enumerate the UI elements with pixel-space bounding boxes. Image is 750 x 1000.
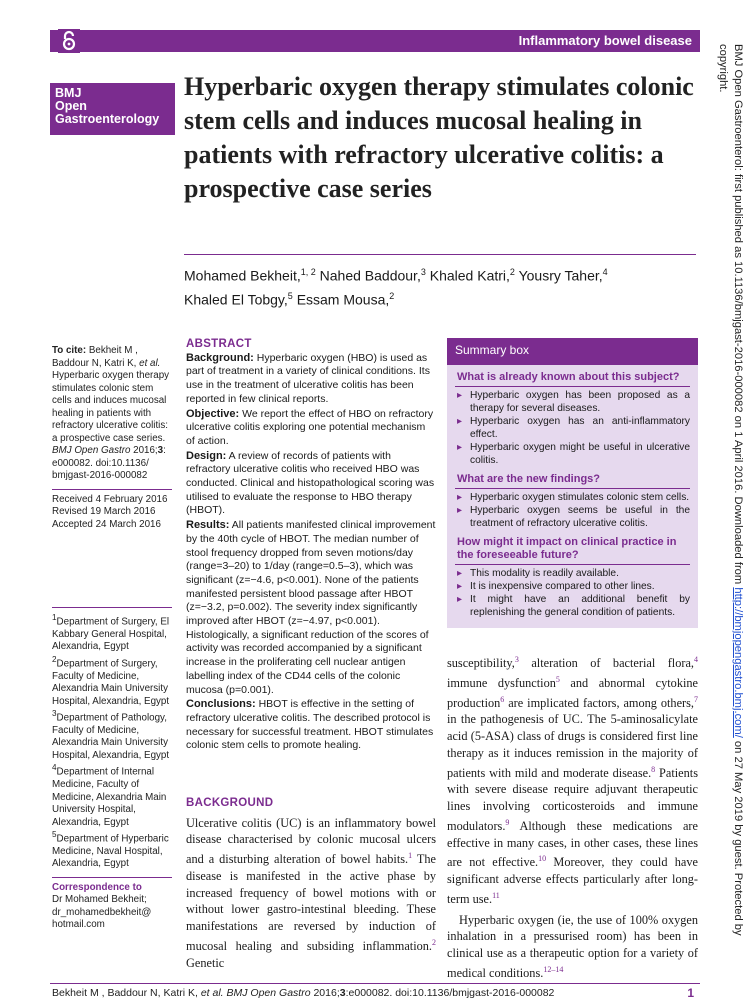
- text: HBOT is effective in the setting of refractory ulcerative colitis. The described protocol is necessary for successful treatment. HBOT stimulates colonic stem cells to promote healing.: [186, 698, 434, 752]
- text: Ulcerative colitis (UC) is an inflammatory bowel disease characterised by colonic mucosal ulcers and a disturbing alteration of bowel habits.: [186, 815, 436, 867]
- correspondence-email[interactable]: dr_mohamedbekheit@ hotmail.com: [52, 906, 152, 931]
- reference-link[interactable]: 1: [408, 851, 413, 861]
- reference-link[interactable]: 12–14: [543, 964, 564, 974]
- text: A review of records of patients with refractory ulcerative colitis who received HBO was conducted. Clinical and histopathological scoring was utilised to evaluate the response to HBO therapy (HBOT).: [186, 449, 435, 517]
- download-stamp: [709, 44, 745, 984]
- summary-list: [447, 567, 698, 619]
- reference-link[interactable]: 4: [694, 655, 698, 664]
- summary-item: ▸ Hyperbaric oxygen stimulates colonic stem cells.: [457, 491, 690, 504]
- text: Hyperbaric oxygen (HBO) is used as part of treatment in a variety of clinical conditions. Its use in the treatment of ulcerative colitis has been reported in few clinical reports.: [186, 351, 430, 405]
- received-date: Received 4 February 2016: [52, 493, 168, 505]
- author-affil: 4: [602, 267, 608, 277]
- summary-item: ▸ Hyperbaric oxygen has an anti-inflammatory effect.: [457, 415, 690, 441]
- summary-item: ▸ It might have an additional benefit by replenishing the general condition of patients.: [457, 593, 690, 619]
- cite-volume: 3: [157, 445, 164, 456]
- text: susceptibility,: [447, 656, 515, 671]
- text: All patients manifested clinical improvement by the 40th cycle of HBOT. The median number of stool frequency dropped from seven motions/day (range=3–20) to 1/day (range=0.5–3), which was significant (z=−4.6, p<0.001). None of the patients manifested persistent blood passage after HBOT (z=−3.2, p=0.002). The severity index significantly improved after HBOT (z=−4.97, p<0.001). Histologically, a significant reduction of the scores of activity was recorded accompanied by a significant increase in the proliferating cell nuclear antigen labelling index of the CD44 cells of the colonic mucosa (p=0.001).: [186, 519, 436, 696]
- abstract-heading: ABSTRACT: [186, 338, 252, 350]
- summary-item: ▸ Hyperbaric oxygen has been proposed as a therapy for several diseases.: [457, 389, 690, 415]
- reference-link[interactable]: 2: [432, 937, 436, 947]
- affil-number: 4: [52, 763, 57, 773]
- text: are implicated factors, among others,: [504, 695, 694, 710]
- author-affil: 2: [509, 267, 515, 277]
- open-access-icon: [58, 29, 80, 53]
- journal-logo[interactable]: [50, 83, 175, 135]
- correspondence-name: Dr Mohamed Bekheit;: [52, 894, 147, 906]
- logo-line-3: Gastroenterology: [55, 112, 160, 126]
- divider: [455, 386, 690, 387]
- footer-journal: et al. BMJ Open Gastro: [200, 987, 311, 999]
- author-affil: 3: [420, 267, 426, 277]
- divider: [52, 877, 172, 878]
- footer-volume: 3: [339, 987, 346, 999]
- cite-text: Bekheit M , Baddour N, Katri K,: [52, 345, 140, 369]
- text: Genetic: [186, 955, 225, 970]
- citation-block: [52, 345, 172, 483]
- summary-item: ▸ It is inexpensive compared to other lines.: [457, 580, 690, 593]
- affiliation: [52, 654, 172, 708]
- summary-item: ▸ Hyperbaric oxygen seems be useful in the treatment of refractory ulcerative colitis.: [457, 504, 690, 530]
- cite-doi[interactable]: : e000082. doi:10.1136/ bmjgast-2016-000082: [52, 445, 166, 481]
- affil-number: 1: [52, 613, 57, 622]
- body-paragraph: [186, 815, 436, 972]
- reference-link[interactable]: 10: [538, 854, 547, 864]
- author-affil: 5: [287, 290, 293, 301]
- affil-number: 2: [52, 654, 57, 664]
- summary-item: ▸ This modality is readily available.: [457, 567, 690, 580]
- abstract-objective: [186, 408, 436, 449]
- author-list: [184, 262, 684, 309]
- affil-text: Department of Hyperbaric Medicine, Naval Hospital, Alexandria, Egypt: [52, 833, 169, 870]
- text: Although these medications are effective in many cases, in other cases, these lines are not effective.: [447, 818, 698, 870]
- label: Results:: [186, 519, 230, 532]
- affil-text: Department of Pathology, Faculty of Medicine, Alexandria Main University Hospital, Alexandria, Egypt: [52, 712, 170, 761]
- reference-link[interactable]: 3: [514, 655, 519, 664]
- label: Conclusions:: [186, 698, 256, 711]
- cite-journal: BMJ Open Gastro: [52, 445, 131, 456]
- label: Objective:: [186, 407, 240, 420]
- cite-label: To cite:: [52, 345, 87, 356]
- author-name[interactable]: Mohamed Bekheit,: [184, 267, 301, 284]
- text: immune dysfunction: [447, 675, 556, 690]
- background-section: [186, 795, 436, 971]
- body-paragraph: [447, 652, 698, 908]
- text: and abnormal cytokine production: [447, 675, 698, 710]
- summary-question: How might it impact on clinical practice in the foreseeable future?: [457, 536, 677, 561]
- abstract-results: [186, 519, 436, 697]
- affil-number: 5: [52, 830, 57, 840]
- divider: [455, 488, 690, 489]
- affiliation: [52, 829, 172, 871]
- author-name[interactable]: Yousry Taher,: [518, 267, 603, 284]
- journal-link[interactable]: http://bmjopengastro.bmj.com/: [732, 587, 744, 738]
- summary-item: ▸ Hyperbaric oxygen might be useful in ulcerative colitis.: [457, 441, 690, 467]
- text: alteration of bacterial flora,: [518, 656, 694, 671]
- affil-text: Department of Internal Medicine, Faculty of Medicine, Alexandria Main University Hospital, Alexandria, Egypt: [52, 766, 167, 828]
- article-title: Hyperbaric oxygen therapy stimulates colonic stem cells and induces mucosal healing in patients with refractory ulcerative colitis: a prospective case series: [184, 72, 694, 203]
- divider: [52, 607, 172, 608]
- divider: [455, 564, 690, 565]
- text: Bekheit M , Baddour N, Katri K,: [52, 987, 201, 999]
- affiliation: [52, 762, 172, 829]
- reference-link[interactable]: 5: [555, 674, 560, 684]
- reference-link[interactable]: 7: [694, 694, 698, 704]
- body-paragraph: [447, 912, 698, 982]
- reference-link[interactable]: 8: [651, 764, 656, 774]
- footer-doi[interactable]: :e000082. doi:10.1136/bmjgast-2016-000082: [345, 987, 555, 999]
- cite-text: Hyperbaric oxygen therapy stimulates colonic stem cells and induces mucosal healing in patients with refractory ulcerative colitis: a prospective case series.: [52, 370, 170, 444]
- author-name[interactable]: Khaled El Tobgy,: [184, 291, 288, 308]
- page-number: 1: [687, 986, 694, 1000]
- abstract-background: [186, 352, 436, 407]
- text: Hyperbaric oxygen (ie, the use of 100% oxygen inhalation in a pressurised room) has been in clinical use as a therapeutic option for a variety of medical conditions.: [447, 912, 698, 980]
- reference-link[interactable]: 6: [500, 694, 505, 704]
- summary-list: [447, 491, 698, 530]
- summary-question: What are the new findings?: [457, 473, 601, 485]
- stamp-text-end: on 27 May 2019 by guest. Protected by copyright.: [717, 44, 744, 936]
- text: Moreover, they could have significant adverse effects particularly after long-term use.: [447, 855, 698, 906]
- affil-text: Department of Surgery, El Kabbary General Hospital, Alexandria, Egypt: [52, 616, 170, 653]
- author-name[interactable]: Khaled Katri,: [429, 267, 510, 284]
- revised-date: Revised 19 March 2016: [52, 506, 156, 517]
- text: in the pathogenesis of UC. The 5-aminosalicylate acid (5-ASA) class of drugs is considered first line therapy as it induces remission in the majority of patients with mild and moderate disease.: [447, 712, 698, 780]
- correspondence-label: Correspondence to: [52, 881, 142, 893]
- affiliation: [52, 708, 172, 762]
- summary-heading: Summary box: [447, 338, 698, 365]
- reference-link[interactable]: 11: [492, 890, 500, 900]
- title-divider: [184, 254, 696, 255]
- text: Patients with severe disease require adjuvant therapeutic lines involving corticosteroids and immune modulators.: [447, 765, 698, 833]
- cite-text: 2016;: [130, 445, 158, 456]
- article-info-column: [52, 345, 172, 932]
- author-name[interactable]: Nahed Baddour,: [319, 267, 421, 284]
- accepted-date: Accepted 24 March 2016: [52, 518, 161, 530]
- affiliation: [52, 612, 172, 654]
- author-affil: 2: [389, 290, 395, 301]
- text: The disease is manifested in the active phase by increased frequency of bowel motions with or without lower gastro-intestinal bleeding. These manifestations are reversed by induction of mucosal healing and subsiding inflammation.: [186, 852, 436, 953]
- summary-question: What is already known about this subject?: [457, 371, 680, 383]
- section-tag: Inflammatory bowel disease: [518, 33, 692, 48]
- cite-etal: et al.: [139, 357, 161, 369]
- logo-line-1: BMJ: [55, 86, 82, 100]
- logo-line-2: Open: [55, 99, 87, 113]
- divider: [52, 489, 172, 490]
- footer-divider: [50, 983, 700, 984]
- abstract: [186, 338, 436, 754]
- background-heading: BACKGROUND: [186, 797, 274, 809]
- body-column-right: [447, 652, 698, 981]
- text: 2016;: [310, 987, 340, 999]
- stamp-text: BMJ Open Gastroenterol: first published as 10.1136/bmjgast-2016-000082 on 1 April 2016. Downloaded from: [732, 44, 744, 588]
- affil-number: 3: [52, 709, 57, 719]
- label: Background:: [186, 351, 254, 364]
- footer-citation: [52, 987, 554, 999]
- abstract-design: [186, 450, 436, 519]
- summary-list: [447, 389, 698, 467]
- label: Design:: [186, 449, 227, 462]
- reference-link[interactable]: 9: [505, 817, 510, 827]
- summary-box: [447, 338, 698, 628]
- author-name[interactable]: Essam Mousa,: [296, 291, 390, 308]
- text: We report the effect of HBO on refractory ulcerative colitis exploring one potential mechanism of action.: [186, 407, 434, 447]
- affil-text: Department of Surgery, Faculty of Medicine, Alexandria Main University Hospital, Alexandria, Egypt: [52, 658, 170, 707]
- abstract-conclusions: [186, 698, 436, 753]
- author-affil: 1, 2: [300, 267, 316, 277]
